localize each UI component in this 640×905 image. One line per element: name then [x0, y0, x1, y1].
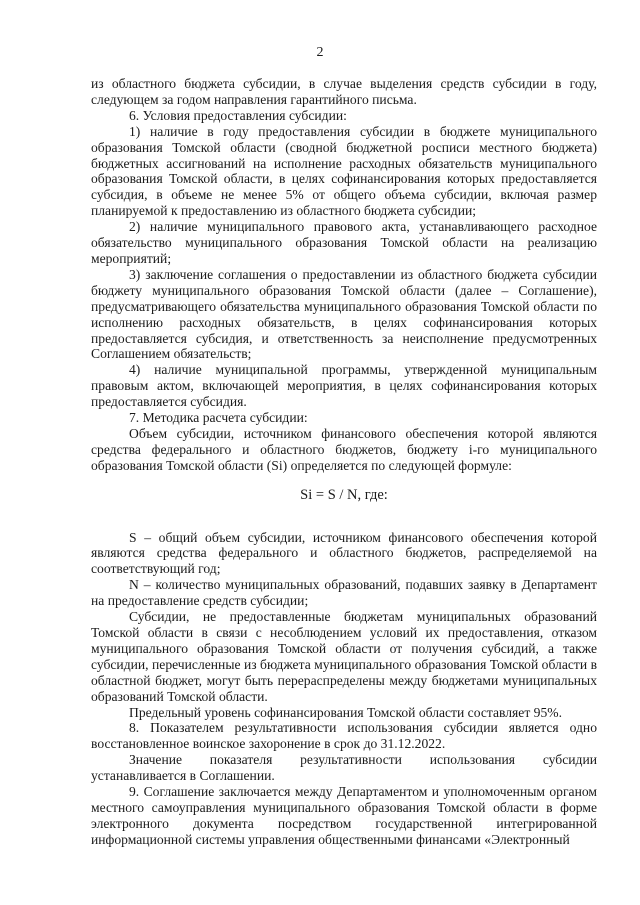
paragraph: Субсидии, не предоставленные бюджетам муниципальных образований Томской области в связи с несоблюдением условий их предоставления, отказом муниципального образования Томской области от получения субсидий, а также субсидии, перечисленные из бюджета муниципального образования Томской области в областной бюджет, могут быть перераспределены между бюджетами муниципальных образований Томской области.	[91, 609, 597, 704]
list-item-condition-4: 4) наличие муниципальной программы, утвержденной муниципальным правовым актом, включающей мероприятия, в целях софинансирования которых предоставляется субсидия.	[91, 362, 597, 410]
list-item-condition-2: 2) наличие муниципального правового акта, устанавливающего расходное обязательство муниципального образования Томской области на реализацию мероприятий;	[91, 219, 597, 266]
paragraph: Значение показателя результативности использования субсидии устанавливается в Соглашении.	[91, 752, 597, 784]
list-item-condition-1: 1) наличие в году предоставления субсидии в бюджете муниципального образования Томской области (сводной бюджетной росписи местного бюджета) бюджетных ассигнований на исполнение расходных обязательств муниципального образования Томской области, в целях софинансирования которых предоставляется субсидия, в объеме не менее 5% от общего объема субсидии, включая размер планируемой к предоставлению из областного бюджета субсидии;	[91, 123, 597, 219]
section-heading-9: 9. Соглашение заключается между Департаментом и уполномоченным органом местного самоуправления муниципального образования Томской области в форме электронного документа посредством государственной интегрированной информационной системы управления общественными финансами «Электронный	[91, 784, 597, 847]
page-number: 2	[316, 45, 324, 60]
section-heading-7: 7. Методика расчета субсидии:	[129, 410, 308, 426]
section-heading-6: 6. Условия предоставления субсидии:	[129, 107, 347, 123]
section-heading-8: 8. Показателем результативности использования субсидии является одно восстановленное воинское захоронение в срок до 31.12.2022.	[91, 720, 597, 752]
definition-n: N – количество муниципальных образований, подавших заявку в Департамент на предоставление средств субсидии;	[91, 577, 597, 609]
paragraph: Объем субсидии, источником финансового обеспечения которой являются средства федерального и областного бюджетов, бюджету i-го муниципального образования Томской области (Si) определяется по следующей формуле:	[91, 425, 597, 473]
definition-s: S – общий объем субсидии, источником финансового обеспечения которой являются средства федерального и областного бюджетов, распределяемой на соответствующий год;	[91, 529, 597, 577]
list-item-condition-3: 3) заключение соглашения о предоставлении из областного бюджета субсидии бюджету муниципального образования Томской области (далее – Соглашение), предусматривающего обязательства муниципального образования Томской области по исполнению расходных обязательств, в целях софинансирования которых предоставляется субсидия, и ответственность за неисполнение предусмотренных Соглашением обязательств;	[91, 266, 597, 362]
paragraph: Предельный уровень софинансирования Томской области составляет 95%.	[129, 704, 562, 720]
document-body	[91, 76, 597, 848]
paragraph: из областного бюджета субсидии, в случае выделения средств субсидии в году, следующем за годом направления гарантийного письма.	[91, 76, 597, 107]
formula: Si = S / N, где:	[300, 486, 388, 503]
